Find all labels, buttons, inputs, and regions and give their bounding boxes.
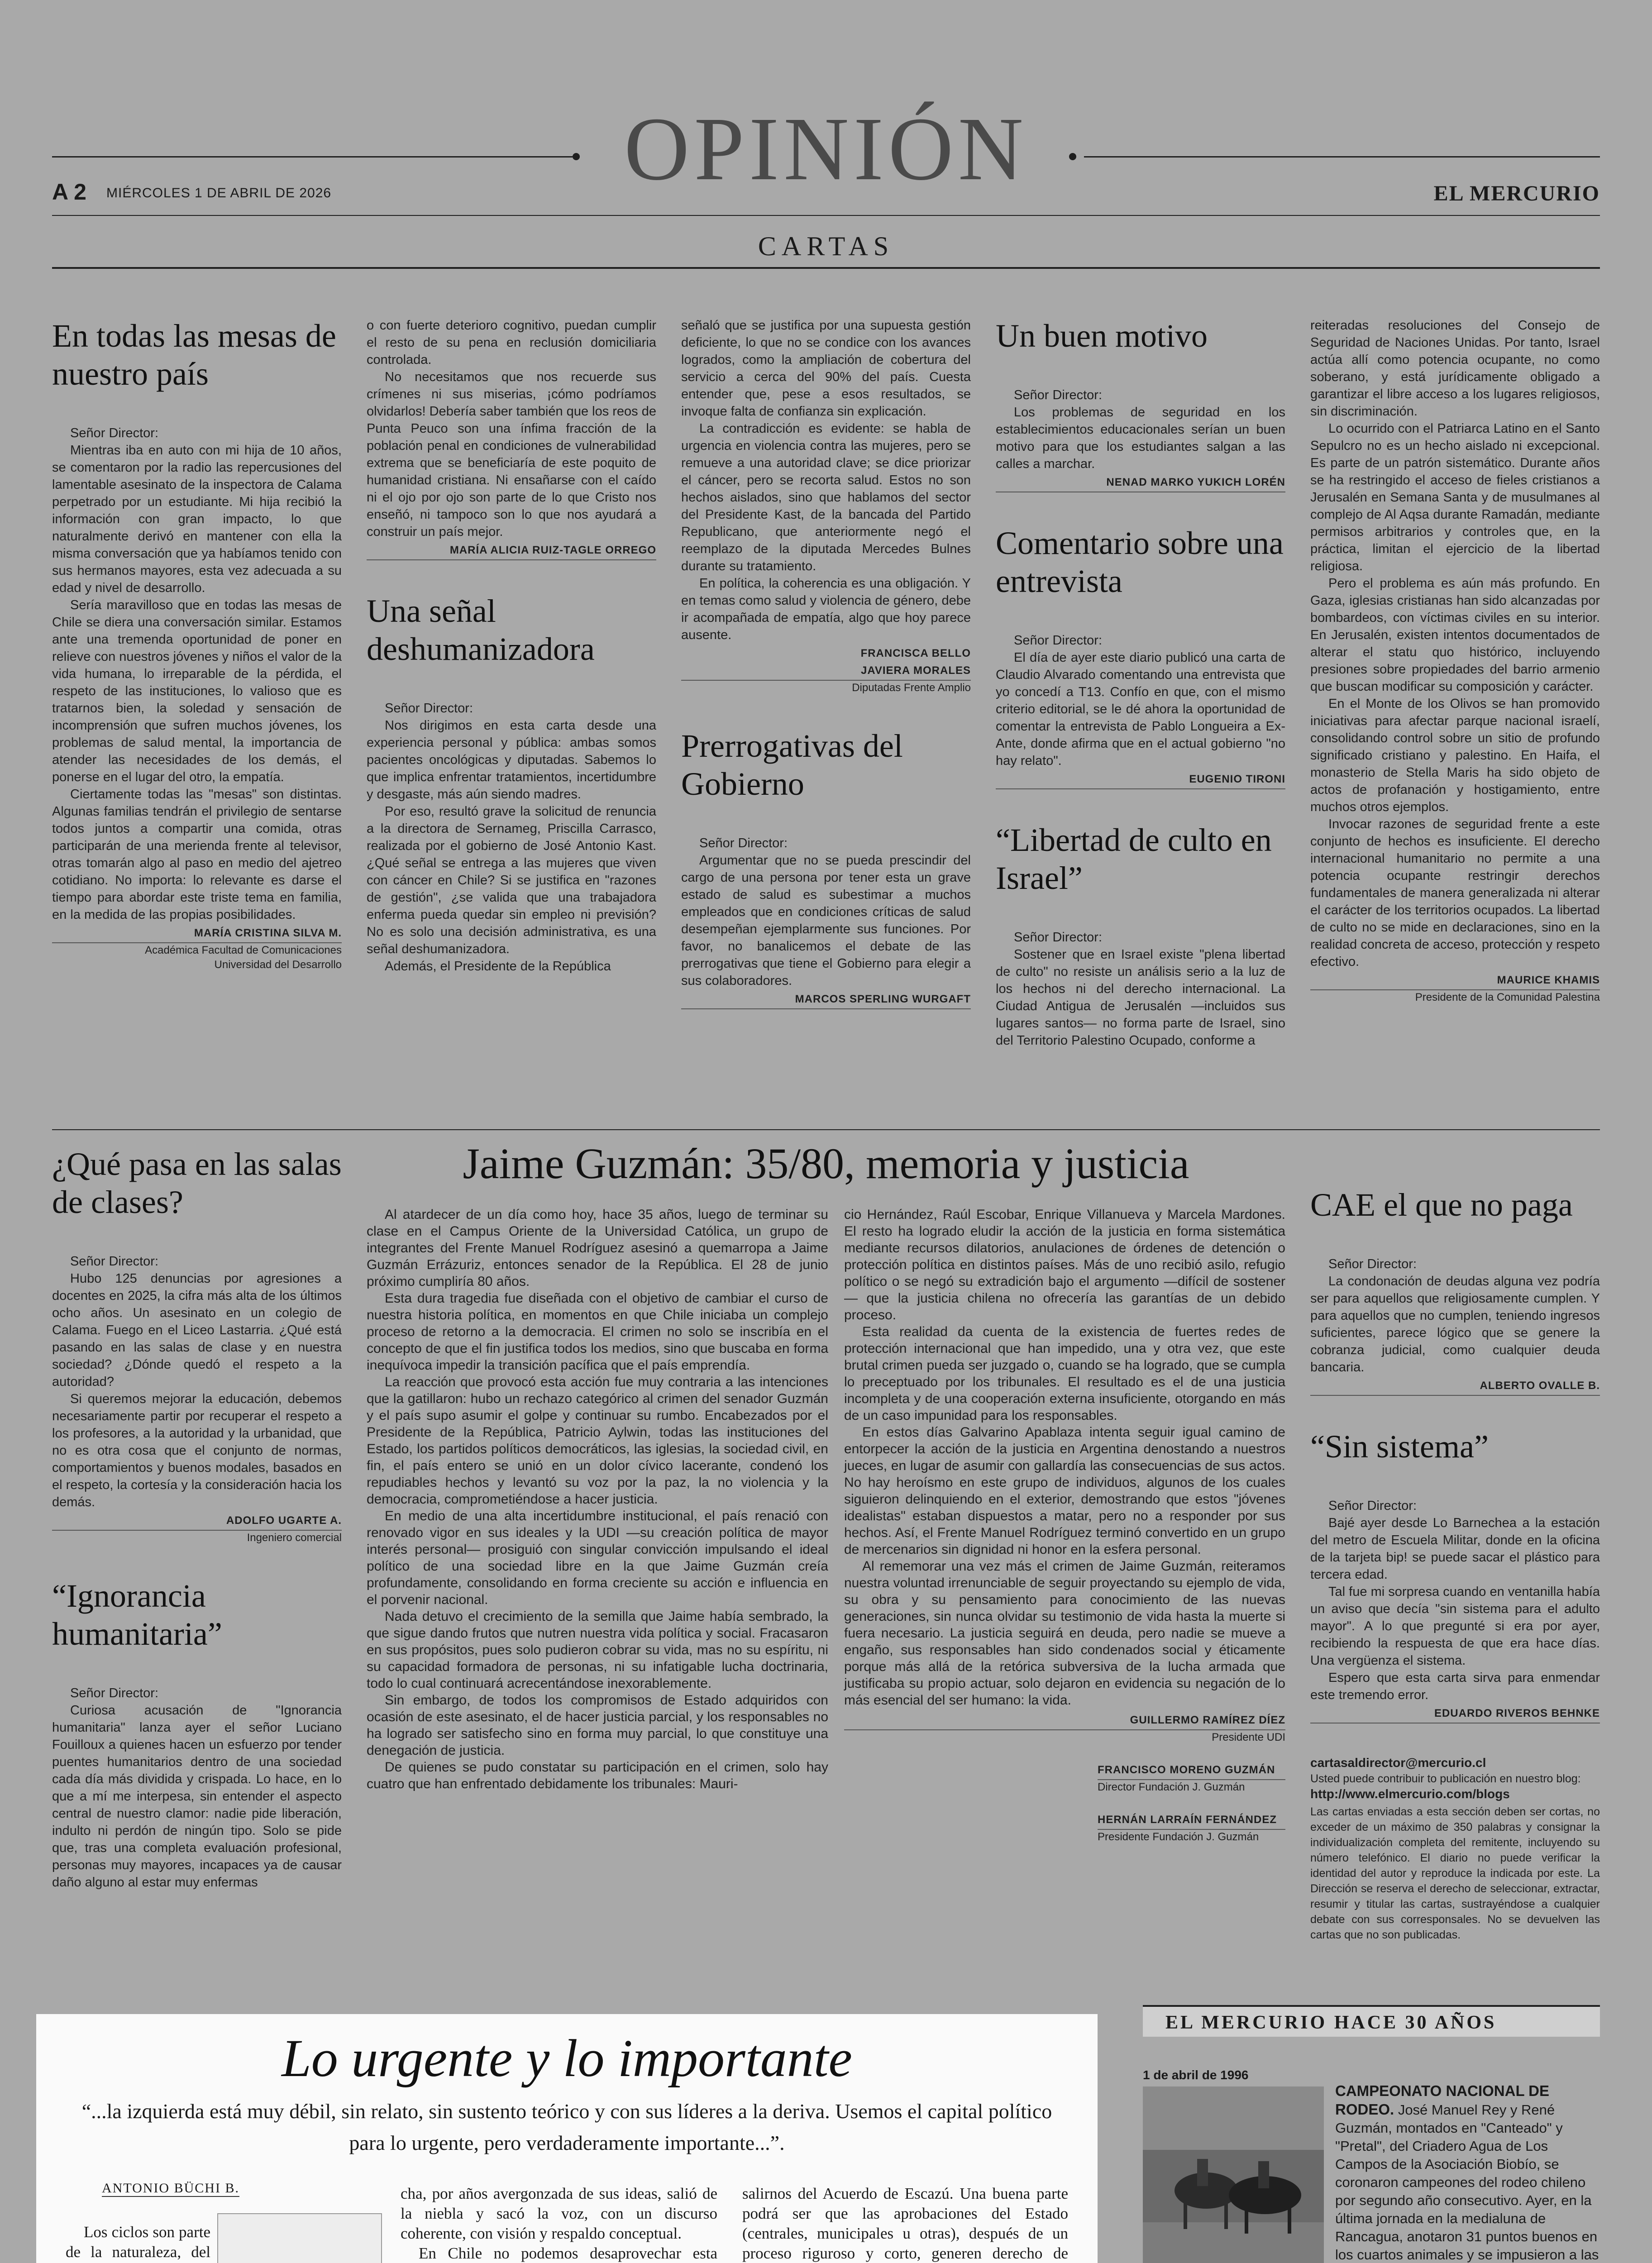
paragraph: El día de ayer este diario publicó una carta de Claudio Alvarado comentando una entrevista que yo concedí a T13. Confío en que, con el mismo criterio editorial, se le dé ahora la oportunidad de comentar la entrevista de Pablo Longueira a Ex-Ante, donde afirma que en el actual gobierno "no hay relato". <box>996 650 1285 768</box>
affiliation: Universidad del Desarrollo <box>214 959 342 971</box>
masthead-rule-mid <box>52 215 1600 216</box>
signature: JAVIERA MORALES <box>681 664 971 681</box>
paragraph: En Chile no podemos desaprovechar esta <box>419 2244 717 2262</box>
section-divider <box>52 1129 1600 1130</box>
paragraph: Tal fue mi sorpresa cuando en ventanilla había un aviso que decía "sin sistema para el adulto mayor". A lo que pregunté si era por ayer, recibiendo la respuesta de que era hace días. Una vergüenza el sistema. <box>1310 1585 1600 1668</box>
paragraph: La reacción que provocó esta acción fue muy contraria a las intenciones que la gatillaron: hubo un rechazo categórico al crimen del senador Guzmán y el país supo asumir el golpe y continuar su rumbo. Encabezados por el Presidente de la República, Patricio Aylwin, todas las instituciones del Estado, los partidos políticos democráticos, las iglesias, la sociedad civil, en fin, el país entero se unió en un dolor cívico lacerante, condenó los repudiables hechos y levantó su voz por la paz, la no violencia y la democracia, comprometiéndose a hacer justicia. <box>367 1375 828 1507</box>
column-3 <box>681 317 971 1009</box>
salutation: Señor Director: <box>70 426 159 440</box>
letter-title: Prerrogativas del Gobierno <box>681 728 903 802</box>
paragraph: En medio de una alta incertidumbre institucional, el país renació con renovado vigor en sus ideales y la UDI —su creación política de mayor interés personal— prosiguió con singular convicción impulsando el ideal político de una sociedad libre en la que Jaime Guzmán creía profundamente, consolidando en forma creciente su acción e influencia en el porvenir nacional. <box>367 1509 828 1607</box>
signature: FRANCISCO MORENO GUZMÁN <box>1098 1763 1285 1780</box>
page-number: A 2 <box>52 179 86 205</box>
signature: MARÍA ALICIA RUIZ-TAGLE ORREGO <box>367 543 656 560</box>
hace30-date: 1 de abril de 1996 <box>1143 2068 1249 2082</box>
paragraph: Argumentar que no se pueda prescindir del cargo de una persona por tener esta un grave estado de salud es subestimar a muchos empleados que en condiciones críticas de salud desempeñan ejemplarmente sus funciones. Por favor, no banalicemos el debate de las prerrogativas que tiene el Gobierno para elegir a sus colaboradores. <box>681 853 971 988</box>
letter-title: “Sin sistema” <box>1310 1428 1489 1465</box>
paragraph: Mientras iba en auto con mi hija de 10 años, se comentaron por la radio las repercusiones del lamentable asesinato de la inspectora de Calama perpetrado por un estudiante. Mi hija recibió la información con gran impacto, lo que naturalmente derivó en mantener con ella la misma conversación que ya habíamos tenido con sus hermanos mayores, esta vez adecuada a su edad y nivel de desarrollo. <box>52 443 342 595</box>
issue-date: MIÉRCOLES 1 DE ABRIL DE 2026 <box>106 186 332 201</box>
salutation: Señor Director: <box>1014 930 1103 945</box>
hace30-item-1 <box>1335 2082 1600 2263</box>
salutation: Señor Director: <box>699 836 788 850</box>
paragraph: Nada detuvo el crecimiento de la semilla que Jaime había sembrado, la que sigue dando frutos que nutren nuestra vida política y social. Fracasaron en sus propósitos, pues solo pudieron cobrar su vida, mas no su espíritu, ni su capacidad formadora de personas, ni su infatigable lucha doctrinaria, todo lo cual continuará acrecentándose inexorablemente. <box>367 1609 828 1691</box>
item-heading: CAMPEONATO NACIONAL DE RODEO. <box>1335 2082 1550 2118</box>
blog-link[interactable]: http://www.elmercurio.com/blogs <box>1310 1787 1510 1801</box>
salutation: Señor Director: <box>1014 388 1103 402</box>
editorial-column-1a <box>66 2222 210 2263</box>
letter-title: “Libertad de culto en Israel” <box>996 822 1272 896</box>
letter-title: En todas las mesas de nuestro país <box>52 318 336 392</box>
column-4 <box>996 317 1285 1049</box>
author-portrait-image <box>218 2214 381 2263</box>
column-2 <box>367 317 656 975</box>
paragraph: La condonación de deudas alguna vez podría ser para aquellos que religiosamente cumplen. Y para aquellos que no cumplen, teniendo ingresos suficientes, parece lógico que se genere la cobranza judicial, como cualquier deuda bancaria. <box>1310 1274 1600 1375</box>
editorial-column-3 <box>742 2184 1068 2263</box>
section-title: OPINIÓN <box>624 99 1028 199</box>
paragraph: Al rememorar una vez más el crimen de Jaime Guzmán, reiteramos nuestra voluntad irrenunciable de seguir proyectando su ejemplo de vida, su obra y su pensamiento para conocimiento de las nuevas generaciones, sin nunca olvidar su testimonio de vida hasta la muerte si fuera necesario. La justicia seguirá en deuda, pero nadie se mueve a engaño, sus responsables han sido condenados social y éticamente porque más allá de la retórica subversiva de la lucha armada que justificaba su propio actuar, solo dejaron en evidencia su negación de lo más esencial del ser humano: la vida. <box>844 1559 1285 1708</box>
signature: NENAD MARKO YUKICH LORÉN <box>996 475 1285 492</box>
paragraph: Los ciclos son parte de la naturaleza, del <box>66 2223 210 2261</box>
letter-title: Comentario sobre una entrevista <box>996 525 1284 599</box>
letter-mesas <box>52 317 342 972</box>
paragraph: Sin embargo, de todos los compromisos de Estado adquiridos con ocasión de este asesinato, el de hacer justicia parcial, y los responsables no ha logrado ser satisfecho sino en forma muy parcial, lo que constituye una denegación de justicia. <box>367 1693 828 1758</box>
paragraph: No necesitamos que nos recuerde sus crímenes ni sus miserias, ¡cómo podríamos olvidarlos! Debería saber también que los reos de Punta Peuco son una ínfima fracción de la población penal en condiciones de vulnerabilidad extrema que se beneficiaría de este poquito de humanidad cristiana. Ni ensañarse con el caído ni el ojo por ojo son parte de lo que Cristo nos enseñó, ni tampoco son lo que nos ayudará a construir un país mejor. <box>367 370 656 539</box>
paragraph: cio Hernández, Raúl Escobar, Enrique Villanueva y Marcela Mardones. El resto ha logrado eludir la acción de la justicia en forma sistemática mediante recursos dilatorios, anulaciones de órdenes de detención o protección política en distintos países. Más de uno recibió asilo, refugio político o se negó su extradición bajo el argumento —difícil de sostener— que la justicia chilena no ofrecería las garantías de un debido proceso. <box>844 1207 1285 1322</box>
feature-title: Jaime Guzmán: 35/80, memoria y justicia <box>463 1139 1189 1188</box>
letter-title: Una señal deshumanizadora <box>367 593 595 667</box>
signature: MAURICE KHAMIS <box>1310 973 1600 990</box>
paragraph: Esta realidad da cuenta de la existencia de fuertes redes de protección internacional que han impedido, una y otra vez, que este brutal crimen pueda ser juzgado o, cuando se ha logrado, que se cumpla lo preceptuado por los tribunales. El resultado es el de una justicia incompleta y de una cooperación externa insuficiente, otorgando en más de un caso impunidad para los responsables. <box>844 1324 1285 1423</box>
hace30-header: EL MERCURIO HACE 30 AÑOS <box>1143 2005 1600 2037</box>
paragraph: La contradicción es evidente: se habla de urgencia en violencia contra las mujeres, pero se remueve a una autoridad clave; se dice priorizar el cáncer, pero se recorta salud. Estos no son hechos aislados, sino que hablamos del sector del Presidente Kast, de la bancada del Partido Republicano, que anteriormente negó el reemplazo de la diputada Mercedes Bulnes durante su tratamiento. <box>681 421 971 573</box>
paragraph: Ciertamente todas las "mesas" son distintas. Algunas familias tendrán el privilegio de sentarse todos juntos a compartir una comida, otras participarán de una merienda frente al televisor, otras tomarán algo al paso en medio del ajetreo cotidiano. No importa: lo relevante es darse el tiempo para abordar este triste tema en familia, en la medida de las propias posibilidades. <box>52 787 342 922</box>
masthead-rule-bottom <box>52 267 1600 269</box>
signature: ALBERTO OVALLE B. <box>1310 1379 1600 1396</box>
paragraph: En política, la coherencia es una obligación. Y en temas como salud y violencia de género, debe ir acompañada de empatía, algo que hoy parece ausente. <box>681 576 971 642</box>
paragraph: Al atardecer de un día como hoy, hace 35 años, luego de terminar su clase en el Campus Oriente de la Universidad Católica, un grupo de integrantes del Frente Manuel Rodríguez asesinó a quemarropa a Jaime Guzmán Errázuriz, entonces senador de la República. El 28 de junio próximo cumpliría 80 años. <box>367 1207 828 1289</box>
signature: EUGENIO TIRONI <box>996 772 1285 789</box>
salutation: Señor Director: <box>1328 1499 1417 1513</box>
paragraph: Si queremos mejorar la educación, debemos necesariamente partir por recuperar el respeto a los profesores, a la autoridad y la urbanidad, que no es otra cosa que el conjunto de normas, comportamientos y buenos modales, basados en el respeto, la cortesía y la consideración hacia los demás. <box>52 1392 342 1509</box>
editorial-column-2 <box>401 2184 717 2263</box>
column-5 <box>1310 317 1600 1005</box>
item-text: José Manuel Rey y René Guzmán, montados en "Canteado" y "Pretal", del Criadero Agua de Los Campos de la Asociación Biobío, se coronaron campeones del rodeo chileno por segundo año consecutivo. Ayer, en la última jornada en la medialuna de Rancagua, anotaron 31 puntos buenos en los cuartos animales y se impusieron a las <box>1335 2102 1599 2263</box>
feature-column-1 <box>367 1206 828 1792</box>
salutation: Señor Director: <box>1014 633 1103 648</box>
contact-box <box>1310 1755 1600 1943</box>
column-left-middle <box>52 1145 342 1891</box>
paragraph: Por eso, resultó grave la solicitud de renuncia a la directora de Sernameg, Priscilla Carrasco, realizada por el gobierno de José Antonio Kast. ¿Qué señal se entrega a las mujeres que viven con cáncer en Chile? Si se justifica en "razones de gestión", ¿se valida que una trabajadora enferma pueda quedar sin empleo ni previsión? No es solo una decisión administrativa, es una señal deshumanizadora. <box>367 804 656 956</box>
editorial-quote: “...la izquierda está muy débil, sin relato, sin sustento teórico y con sus líderes a la deriva. Usemos el capital político para lo urgente, pero verdaderamente importante...”. <box>81 2100 1052 2154</box>
salutation: Señor Director: <box>70 1254 159 1269</box>
paragraph: Curiosa acusación de "Ignorancia humanitaria" lanza ayer el señor Luciano Fouilloux a quienes hacen un esfuerzo por tender puentes humanitarios dentro de una sociedad cada día más dividida y crispada. Lo hace, en lo que a mí me interpesa, sin entender el aspecto central de nuestro clamor: nadie pide liberación, indulto ni perdón de ningún tipo. Solo se pide que, tras una completa evaluación profesional, personas muy mayores, incapaces ya de causar daño alguno al estar muy enfermas <box>52 1703 342 1890</box>
editorial-title: Lo urgente y lo importante <box>282 2029 852 2088</box>
signature: MARCOS SPERLING WURGAFT <box>681 992 971 1009</box>
affiliation: Ingeniero comercial <box>247 1532 342 1544</box>
paragraph: Además, el Presidente de la República <box>385 959 611 974</box>
affiliation: Académica Facultad de Comunicaciones <box>145 944 342 956</box>
letter-title: ¿Qué pasa en las salas de clases? <box>52 1146 342 1220</box>
affiliation: Presidente UDI <box>1212 1731 1285 1743</box>
letter-title: “Ignorancia humanitaria” <box>52 1578 222 1652</box>
paragraph: En el Monte de los Olivos se han promovido iniciativas para afectar parque nacional israelí, consolidando control sobre un sitio de profundo significado cristiano y palestino. En Haifa, el monasterio de Stella Maris ha sido objeto de actos de profanación y hostigamiento, entre muchos otros ejemplos. <box>1310 697 1600 814</box>
letter-title: Un buen motivo <box>996 318 1208 354</box>
signature: GUILLERMO RAMÍREZ DÍEZ <box>844 1713 1285 1730</box>
paragraph: Sostener que en Israel existe "plena libertad de culto" no resiste un análisis serio a la luz de los hechos ni del derecho internacional. La Ciudad Antigua de Jerusalén —incluidos sus lugares santos— no forma parte de Israel, sino del Territorio Palestino Ocupado, conforme a <box>996 947 1285 1048</box>
newspaper-name: EL MERCURIO <box>1433 181 1600 205</box>
paragraph: señaló que se justifica por una supuesta gestión deficiente, lo que no se condice con los avances logrados, como la ampliación de cobertura del servicio a cerca del 90% del país. Cuesta entender que, pese a esos resultados, se invoque falta de confianza sin explicación. <box>681 318 971 419</box>
salutation: Señor Director: <box>1328 1257 1417 1271</box>
rodeo-photo <box>1143 2086 1324 2263</box>
paragraph: Invocar razones de seguridad frente a este conjunto de hechos es insuficiente. El derecho internacional humanitario no permite a una potencia ocupante restringir derechos fundamentales de manera generalizada ni alterar el carácter de los territorios ocupados. La libertad de culto no se mide en declaraciones, sino en la realidad concreta de acceso, protección y respeto efectivo. <box>1310 817 1600 969</box>
contact-email[interactable]: cartasaldirector@mercurio.cl <box>1310 1756 1486 1770</box>
paragraph: salirnos del Acuerdo de Escazú. Una buena parte podrá ser que las aprobaciones del Estado (centrales, municipales u otras), después de un proceso riguroso y corto, generen derecho de <box>742 2185 1068 2262</box>
paragraph: Nos dirigimos en esta carta desde una experiencia personal y pública: ambas somos pacientes oncológicas y diputadas. Sabemos lo que implica enfrentar tratamientos, incertidumbre y desgaste, más aún siendo madres. <box>367 718 656 802</box>
paragraph: De quienes se pudo constatar su participación en el crimen, solo hay cuatro que han enfrentado debidamente los tribunales: Mauri- <box>367 1760 828 1791</box>
blog-note: Usted puede contribuir to publicación en nuestro blog: <box>1310 1772 1581 1785</box>
paragraph: Los problemas de seguridad en los establecimientos educacionales serían un buen motivo para que los estudiantes salgan a las calles a marchar. <box>996 405 1285 471</box>
paragraph: Sería maravilloso que en todas las mesas de Chile se diera una conversación similar. Estamos ante una tremenda oportunidad de poner en relieve con nuestros jóvenes y niños el valor de la vida humana, lo irreparable de la pérdida, el respeto de las instituciones, lo valioso que es tratarnos bien, la soledad y sensación de incomprensión que sufren muchos jóvenes, los problemas de salud mental, la importancia de atender las necesidades de los demás, el ponerse en el lugar del otro, la empatía. <box>52 598 342 784</box>
column-right-middle <box>1310 1186 1600 1943</box>
paragraph: o con fuerte deterioro cognitivo, puedan cumplir el resto de su pena en reclusión domiciliaria controlada. <box>367 318 656 367</box>
paragraph: Espero que esta carta sirva para enmendar este tremendo error. <box>1310 1671 1600 1702</box>
editorial-author: ANTONIO BÜCHI B. <box>102 2181 239 2197</box>
letter-title: CAE el que no paga <box>1310 1187 1573 1223</box>
paragraph: Esta dura tragedia fue diseñada con el objetivo de cambiar el curso de nuestra historia política, en momentos en que Chile iniciaba un complejo proceso de retorno a la democracia. El crimen no solo se inscribía en el concepto de que el fin justifica todos los medios, sino que buscaba en forma inequívoca impedir la transición pacífica que el país emprendía. <box>367 1291 828 1373</box>
paragraph: Bajé ayer desde Lo Barnechea a la estación del metro de Escuela Militar, donde en la oficina de la tarjeta bip! se puede sacar el plástico para tercera edad. <box>1310 1516 1600 1582</box>
paragraph: cha, por años avergonzada de sus ideas, salió de la niebla y sacó la voz, con un discurso coherente, con visión y respaldo conceptual. <box>401 2185 717 2242</box>
signature: MARÍA CRISTINA SILVA M. <box>52 926 342 943</box>
affiliation: Presidente de la Comunidad Palestina <box>1415 991 1600 1003</box>
paragraph: Lo ocurrido con el Patriarca Latino en el Santo Sepulcro no es un hecho aislado ni excepcional. Es parte de un patrón sistemático. Durante años se ha restringido el acceso de fieles cristianos a Jerusalén en Semana Santa y de musulmanes al complejo de Al Aqsa durante Ramadán, mediante permisos arbitrarios y controles que, en la práctica, limitan el ejercicio de la libertad religiosa. <box>1310 421 1600 573</box>
signature: HERNÁN LARRAÍN FERNÁNDEZ <box>1098 1813 1285 1830</box>
feature-column-2 <box>844 1206 1285 1844</box>
paragraph: reiteradas resoluciones del Consejo de Seguridad de Naciones Unidas. Por tanto, Israel actúa allí como potencia ocupante, no como soberano, y está jurídicamente obligado a garantizar el libre acceso a los lugares religiosos, sin discriminación. <box>1310 318 1600 419</box>
paragraph: Pero el problema es aún más profundo. En Gaza, iglesias cristianas han sido alcanzadas por bombardeos, con víctimas civiles en su interior. En Jerusalén, existen intentos documentados de alterar el statu quo histórico, incluyendo presiones sobre propiedades del barrio armenio que buscan modificar su composición y carácter. <box>1310 576 1600 694</box>
affiliation: Director Fundación J. Guzmán <box>1098 1781 1245 1793</box>
subsection-title: CARTAS <box>758 231 894 261</box>
paragraph: Hubo 125 denuncias por agresiones a docentes en 2025, la cifra más alta de los últimos ocho años. Un asesinato en un colegio de Calama. Fuego en el Liceo Lastarria. ¿Qué está pasando en las salas de clase y en nuestra sociedad? ¿Dónde quedó el respeto a la autoridad? <box>52 1271 342 1389</box>
salutation: Señor Director: <box>385 701 473 716</box>
signature: FRANCISCA BELLO <box>860 647 971 659</box>
affiliation: Diputadas Frente Amplio <box>852 682 971 694</box>
salutation: Señor Director: <box>70 1686 159 1700</box>
signature: ADOLFO UGARTE A. <box>52 1513 342 1531</box>
paragraph: En estos días Galvarino Apablaza intenta seguir igual camino de entorpecer la acción de la justicia en Argentina denostando a nuestros jueces, en lugar de asumir con gallardía las consecuencias de sus actos. No hay heroísmo en este grupo de individuos, algunos de los cuales siguieron delinquiendo en el exterior, demostrando que estos "jóvenes idealistas" estaban dispuestos a matar, pero no a responder por sus hechos. Así, el Frente Manuel Rodríguez terminó convertido en un grupo de mercenarios sin dignidad ni honor en la esfera personal. <box>844 1425 1285 1557</box>
author-portrait <box>217 2213 382 2263</box>
affiliation: Presidente Fundación J. Guzmán <box>1098 1831 1259 1843</box>
rodeo-photo-image <box>1143 2086 1324 2263</box>
submission-rules: Las cartas enviadas a esta sección deben ser cortas, no exceder de un máximo de 350 palabras y consignar la individualización completa del remitente, incluyendo su número telefónico. El diario no puede verificar la identidad del autor y reproduce la indicada por este. La Dirección se reserva el derecho de seleccionar, extractar, resumir y titular las cartas, sustrayéndose a cualquier debate con sus corresponsales. No se devuelven las cartas que no son publicadas. <box>1310 1805 1600 1941</box>
signature: EDUARDO RIVEROS BEHNKE <box>1310 1706 1600 1724</box>
